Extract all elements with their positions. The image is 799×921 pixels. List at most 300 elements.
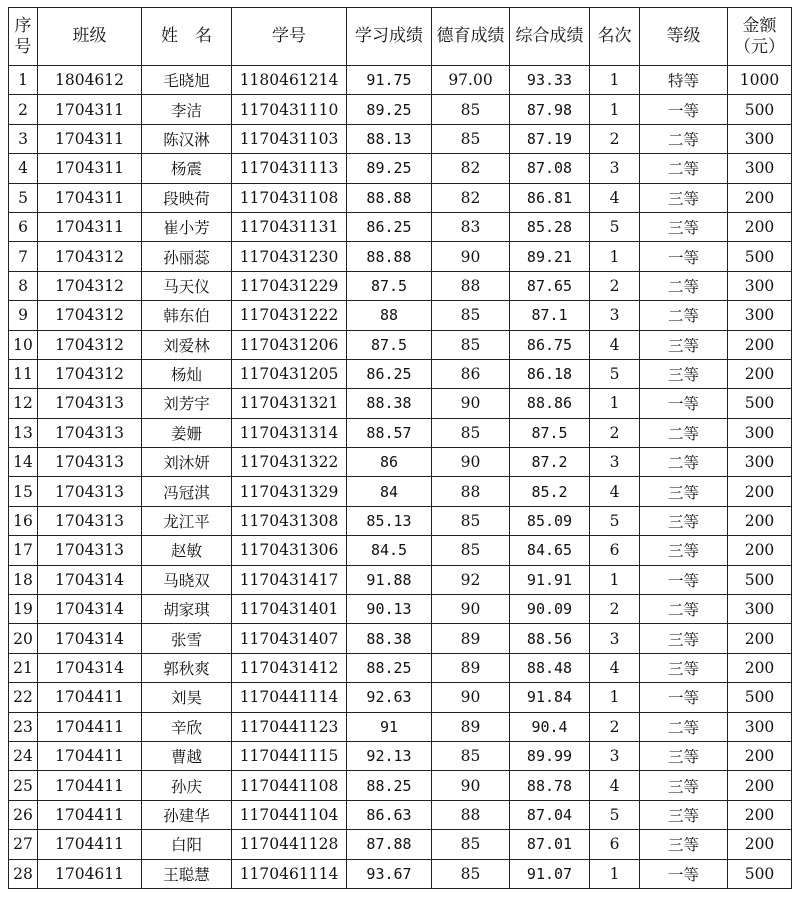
- cell-rank: 2: [590, 595, 640, 624]
- cell-grade: 一等: [640, 683, 728, 712]
- cell-class: 1704311: [38, 183, 142, 212]
- cell-grade: 二等: [640, 448, 728, 477]
- cell-overall-score: 86.81: [510, 183, 590, 212]
- cell-amount: 300: [728, 271, 792, 300]
- cell-overall-score: 87.1: [510, 301, 590, 330]
- cell-student-id: 1170431103: [232, 124, 347, 153]
- cell-moral-score: 90: [432, 448, 510, 477]
- cell-rank: 1: [590, 859, 640, 888]
- cell-moral-score: 85: [432, 536, 510, 565]
- cell-overall-score: 87.08: [510, 154, 590, 183]
- cell-student-id: 1170431308: [232, 506, 347, 535]
- cell-student-id: 1170431206: [232, 330, 347, 359]
- cell-amount: 200: [728, 653, 792, 682]
- cell-student-id: 1170441123: [232, 712, 347, 741]
- cell-rank: 3: [590, 154, 640, 183]
- cell-academic-score: 84.5: [347, 536, 432, 565]
- cell-academic-score: 85.13: [347, 506, 432, 535]
- scholarship-table-sheet: [8, 7, 791, 912]
- cell-grade: 二等: [640, 712, 728, 741]
- cell-overall-score: 86.18: [510, 359, 590, 388]
- header-grade: 等级: [640, 8, 728, 66]
- cell-student-id: 1170431401: [232, 595, 347, 624]
- cell-name: 张雪: [142, 624, 232, 653]
- cell-overall-score: 86.75: [510, 330, 590, 359]
- cell-name: 孙丽蕊: [142, 242, 232, 271]
- cell-class: 1704411: [38, 712, 142, 741]
- cell-grade: 二等: [640, 154, 728, 183]
- table-row: [9, 183, 792, 212]
- table-row: [9, 271, 792, 300]
- cell-moral-score: 90: [432, 683, 510, 712]
- table-row: [9, 124, 792, 153]
- cell-moral-score: 90: [432, 389, 510, 418]
- cell-name: 马天仪: [142, 271, 232, 300]
- cell-amount: 200: [728, 741, 792, 770]
- cell-rank: 5: [590, 212, 640, 241]
- cell-moral-score: 85: [432, 301, 510, 330]
- cell-class: 1704411: [38, 771, 142, 800]
- cell-amount: 200: [728, 212, 792, 241]
- table-row: [9, 477, 792, 506]
- cell-class: 1704313: [38, 477, 142, 506]
- cell-amount: 200: [728, 830, 792, 859]
- table-row: [9, 624, 792, 653]
- cell-overall-score: 89.99: [510, 741, 590, 770]
- cell-moral-score: 90: [432, 242, 510, 271]
- cell-seq: 27: [9, 830, 38, 859]
- table-row: [9, 95, 792, 124]
- cell-rank: 2: [590, 124, 640, 153]
- table-body: [9, 66, 792, 889]
- cell-overall-score: 88.78: [510, 771, 590, 800]
- cell-academic-score: 92.63: [347, 683, 432, 712]
- table-row: [9, 859, 792, 888]
- cell-overall-score: 84.65: [510, 536, 590, 565]
- cell-class: 1704314: [38, 653, 142, 682]
- cell-overall-score: 87.5: [510, 418, 590, 447]
- cell-student-id: 1170431113: [232, 154, 347, 183]
- cell-name: 刘爱林: [142, 330, 232, 359]
- table-row: [9, 359, 792, 388]
- cell-rank: 1: [590, 389, 640, 418]
- cell-academic-score: 88.88: [347, 183, 432, 212]
- cell-academic-score: 86.63: [347, 800, 432, 829]
- cell-name: 崔小芳: [142, 212, 232, 241]
- cell-student-id: 1170431222: [232, 301, 347, 330]
- cell-moral-score: 82: [432, 183, 510, 212]
- cell-grade: 二等: [640, 595, 728, 624]
- cell-name: 李洁: [142, 95, 232, 124]
- cell-academic-score: 88.88: [347, 242, 432, 271]
- cell-amount: 500: [728, 389, 792, 418]
- cell-amount: 200: [728, 800, 792, 829]
- cell-seq: 4: [9, 154, 38, 183]
- cell-overall-score: 87.01: [510, 830, 590, 859]
- cell-seq: 5: [9, 183, 38, 212]
- table-row: [9, 595, 792, 624]
- cell-class: 1704313: [38, 536, 142, 565]
- cell-seq: 7: [9, 242, 38, 271]
- cell-grade: 三等: [640, 477, 728, 506]
- cell-amount: 200: [728, 506, 792, 535]
- cell-academic-score: 93.67: [347, 859, 432, 888]
- cell-name: 胡家琪: [142, 595, 232, 624]
- scholarship-table: [8, 7, 792, 889]
- cell-academic-score: 84: [347, 477, 432, 506]
- cell-academic-score: 86.25: [347, 212, 432, 241]
- cell-grade: 三等: [640, 741, 728, 770]
- cell-name: 马晓双: [142, 565, 232, 594]
- cell-class: 1704312: [38, 301, 142, 330]
- cell-overall-score: 90.4: [510, 712, 590, 741]
- cell-seq: 11: [9, 359, 38, 388]
- cell-class: 1704312: [38, 359, 142, 388]
- cell-rank: 6: [590, 536, 640, 565]
- cell-academic-score: 88.25: [347, 653, 432, 682]
- header-moral-score: 德育成绩: [432, 8, 510, 66]
- cell-student-id: 1170431108: [232, 183, 347, 212]
- cell-moral-score: 85: [432, 95, 510, 124]
- table-row: [9, 154, 792, 183]
- cell-seq: 9: [9, 301, 38, 330]
- cell-name: 孙建华: [142, 800, 232, 829]
- cell-seq: 1: [9, 66, 38, 95]
- cell-class: 1704313: [38, 418, 142, 447]
- cell-seq: 20: [9, 624, 38, 653]
- cell-overall-score: 87.65: [510, 271, 590, 300]
- cell-amount: 200: [728, 359, 792, 388]
- cell-student-id: 1170441115: [232, 741, 347, 770]
- cell-grade: 一等: [640, 389, 728, 418]
- cell-rank: 2: [590, 712, 640, 741]
- cell-name: 刘芳宇: [142, 389, 232, 418]
- cell-name: 刘昊: [142, 683, 232, 712]
- cell-academic-score: 89.25: [347, 95, 432, 124]
- table-row: [9, 242, 792, 271]
- cell-seq: 8: [9, 271, 38, 300]
- cell-grade: 一等: [640, 95, 728, 124]
- cell-academic-score: 86.25: [347, 359, 432, 388]
- cell-moral-score: 82: [432, 154, 510, 183]
- cell-class: 1704313: [38, 506, 142, 535]
- cell-amount: 500: [728, 242, 792, 271]
- cell-moral-score: 88: [432, 477, 510, 506]
- cell-academic-score: 87.5: [347, 330, 432, 359]
- table-row: [9, 771, 792, 800]
- cell-grade: 特等: [640, 66, 728, 95]
- cell-class: 1704311: [38, 154, 142, 183]
- cell-amount: 300: [728, 301, 792, 330]
- cell-academic-score: 91.88: [347, 565, 432, 594]
- cell-student-id: 1170441108: [232, 771, 347, 800]
- table-row: [9, 683, 792, 712]
- cell-rank: 4: [590, 477, 640, 506]
- cell-rank: 1: [590, 66, 640, 95]
- cell-overall-score: 85.28: [510, 212, 590, 241]
- cell-moral-score: 85: [432, 859, 510, 888]
- cell-class: 1704311: [38, 95, 142, 124]
- cell-class: 1704411: [38, 683, 142, 712]
- cell-amount: 200: [728, 183, 792, 212]
- cell-grade: 三等: [640, 653, 728, 682]
- cell-seq: 24: [9, 741, 38, 770]
- cell-name: 杨灿: [142, 359, 232, 388]
- cell-amount: 300: [728, 448, 792, 477]
- cell-moral-score: 90: [432, 595, 510, 624]
- cell-grade: 三等: [640, 771, 728, 800]
- cell-amount: 500: [728, 683, 792, 712]
- cell-seq: 10: [9, 330, 38, 359]
- cell-name: 毛晓旭: [142, 66, 232, 95]
- header-student-id: 学号: [232, 8, 347, 66]
- cell-rank: 1: [590, 683, 640, 712]
- cell-moral-score: 83: [432, 212, 510, 241]
- cell-grade: 三等: [640, 800, 728, 829]
- cell-class: 1704611: [38, 859, 142, 888]
- cell-name: 曹越: [142, 741, 232, 770]
- cell-student-id: 1170431412: [232, 653, 347, 682]
- cell-seq: 21: [9, 653, 38, 682]
- header-name: 姓 名: [142, 8, 232, 66]
- cell-student-id: 1170431229: [232, 271, 347, 300]
- cell-academic-score: 88.38: [347, 389, 432, 418]
- cell-academic-score: 92.13: [347, 741, 432, 770]
- cell-amount: 300: [728, 712, 792, 741]
- cell-class: 1704314: [38, 595, 142, 624]
- cell-grade: 三等: [640, 830, 728, 859]
- cell-student-id: 1170431314: [232, 418, 347, 447]
- cell-student-id: 1170431329: [232, 477, 347, 506]
- cell-moral-score: 89: [432, 712, 510, 741]
- cell-moral-score: 85: [432, 124, 510, 153]
- cell-class: 1704311: [38, 124, 142, 153]
- table-row: [9, 418, 792, 447]
- cell-rank: 4: [590, 771, 640, 800]
- cell-academic-score: 88: [347, 301, 432, 330]
- cell-overall-score: 91.91: [510, 565, 590, 594]
- cell-seq: 12: [9, 389, 38, 418]
- cell-student-id: 1170431321: [232, 389, 347, 418]
- cell-student-id: 1170441128: [232, 830, 347, 859]
- cell-moral-score: 85: [432, 506, 510, 535]
- header-overall-score: 综合成绩: [510, 8, 590, 66]
- cell-seq: 13: [9, 418, 38, 447]
- cell-class: 1704311: [38, 212, 142, 241]
- cell-name: 杨震: [142, 154, 232, 183]
- cell-academic-score: 87.88: [347, 830, 432, 859]
- cell-class: 1704312: [38, 271, 142, 300]
- cell-academic-score: 88.38: [347, 624, 432, 653]
- table-header: [9, 8, 792, 66]
- cell-amount: 200: [728, 330, 792, 359]
- cell-overall-score: 87.98: [510, 95, 590, 124]
- cell-moral-score: 85: [432, 830, 510, 859]
- cell-seq: 28: [9, 859, 38, 888]
- table-row: [9, 66, 792, 95]
- cell-overall-score: 88.56: [510, 624, 590, 653]
- header-amount: 金额（元）: [728, 8, 792, 66]
- table-row: [9, 800, 792, 829]
- cell-amount: 300: [728, 154, 792, 183]
- cell-grade: 一等: [640, 565, 728, 594]
- cell-student-id: 1170431230: [232, 242, 347, 271]
- cell-name: 冯冠淇: [142, 477, 232, 506]
- cell-class: 1704411: [38, 830, 142, 859]
- cell-grade: 三等: [640, 359, 728, 388]
- cell-rank: 4: [590, 330, 640, 359]
- cell-moral-score: 89: [432, 624, 510, 653]
- cell-class: 1704314: [38, 624, 142, 653]
- cell-academic-score: 89.25: [347, 154, 432, 183]
- cell-grade: 三等: [640, 183, 728, 212]
- cell-grade: 一等: [640, 242, 728, 271]
- cell-amount: 200: [728, 771, 792, 800]
- cell-rank: 5: [590, 506, 640, 535]
- cell-class: 1704313: [38, 389, 142, 418]
- table-row: [9, 448, 792, 477]
- cell-grade: 二等: [640, 301, 728, 330]
- cell-rank: 3: [590, 301, 640, 330]
- cell-rank: 1: [590, 95, 640, 124]
- cell-overall-score: 89.21: [510, 242, 590, 271]
- cell-overall-score: 87.2: [510, 448, 590, 477]
- cell-moral-score: 86: [432, 359, 510, 388]
- cell-student-id: 1170431306: [232, 536, 347, 565]
- cell-student-id: 1170441114: [232, 683, 347, 712]
- cell-seq: 25: [9, 771, 38, 800]
- cell-moral-score: 85: [432, 418, 510, 447]
- cell-class: 1704411: [38, 741, 142, 770]
- cell-moral-score: 90: [432, 771, 510, 800]
- cell-grade: 二等: [640, 124, 728, 153]
- cell-rank: 5: [590, 359, 640, 388]
- cell-overall-score: 85.09: [510, 506, 590, 535]
- cell-amount: 300: [728, 595, 792, 624]
- cell-academic-score: 86: [347, 448, 432, 477]
- cell-name: 段映荷: [142, 183, 232, 212]
- cell-class: 1704314: [38, 565, 142, 594]
- cell-rank: 4: [590, 653, 640, 682]
- header-rank: 名次: [590, 8, 640, 66]
- cell-seq: 26: [9, 800, 38, 829]
- cell-class: 1704312: [38, 330, 142, 359]
- cell-seq: 3: [9, 124, 38, 153]
- table-row: [9, 653, 792, 682]
- cell-amount: 200: [728, 624, 792, 653]
- cell-overall-score: 93.33: [510, 66, 590, 95]
- cell-student-id: 1170431322: [232, 448, 347, 477]
- cell-student-id: 1170431205: [232, 359, 347, 388]
- cell-rank: 6: [590, 830, 640, 859]
- cell-seq: 17: [9, 536, 38, 565]
- cell-moral-score: 97.00: [432, 66, 510, 95]
- cell-overall-score: 85.2: [510, 477, 590, 506]
- table-row: [9, 536, 792, 565]
- header-class: 班级: [38, 8, 142, 66]
- table-row: [9, 389, 792, 418]
- header-row: [9, 8, 792, 66]
- cell-seq: 6: [9, 212, 38, 241]
- cell-moral-score: 88: [432, 800, 510, 829]
- table-row: [9, 741, 792, 770]
- cell-rank: 3: [590, 624, 640, 653]
- table-row: [9, 506, 792, 535]
- cell-academic-score: 90.13: [347, 595, 432, 624]
- cell-moral-score: 88: [432, 271, 510, 300]
- cell-grade: 三等: [640, 624, 728, 653]
- cell-name: 辛欣: [142, 712, 232, 741]
- cell-student-id: 1170431110: [232, 95, 347, 124]
- cell-academic-score: 88.57: [347, 418, 432, 447]
- cell-name: 郭秋爽: [142, 653, 232, 682]
- cell-name: 孙庆: [142, 771, 232, 800]
- cell-overall-score: 91.84: [510, 683, 590, 712]
- cell-rank: 3: [590, 448, 640, 477]
- cell-student-id: 1170431131: [232, 212, 347, 241]
- table-row: [9, 330, 792, 359]
- cell-academic-score: 88.25: [347, 771, 432, 800]
- cell-class: 1804612: [38, 66, 142, 95]
- cell-student-id: 1170441104: [232, 800, 347, 829]
- cell-academic-score: 91.75: [347, 66, 432, 95]
- cell-grade: 三等: [640, 212, 728, 241]
- cell-overall-score: 87.04: [510, 800, 590, 829]
- cell-student-id: 1170431407: [232, 624, 347, 653]
- cell-grade: 二等: [640, 418, 728, 447]
- cell-student-id: 1170431417: [232, 565, 347, 594]
- cell-academic-score: 87.5: [347, 271, 432, 300]
- cell-name: 刘沐妍: [142, 448, 232, 477]
- cell-amount: 500: [728, 565, 792, 594]
- cell-seq: 2: [9, 95, 38, 124]
- cell-seq: 14: [9, 448, 38, 477]
- cell-overall-score: 91.07: [510, 859, 590, 888]
- table-row: [9, 301, 792, 330]
- cell-overall-score: 88.48: [510, 653, 590, 682]
- cell-seq: 19: [9, 595, 38, 624]
- cell-grade: 三等: [640, 506, 728, 535]
- header-seq: 序号: [9, 8, 38, 66]
- cell-moral-score: 85: [432, 741, 510, 770]
- cell-rank: 4: [590, 183, 640, 212]
- cell-academic-score: 88.13: [347, 124, 432, 153]
- cell-overall-score: 87.19: [510, 124, 590, 153]
- cell-name: 王聪慧: [142, 859, 232, 888]
- cell-moral-score: 92: [432, 565, 510, 594]
- cell-class: 1704312: [38, 242, 142, 271]
- table-row: [9, 830, 792, 859]
- cell-name: 龙江平: [142, 506, 232, 535]
- cell-moral-score: 89: [432, 653, 510, 682]
- cell-rank: 3: [590, 741, 640, 770]
- cell-rank: 2: [590, 418, 640, 447]
- cell-student-id: 1180461214: [232, 66, 347, 95]
- cell-amount: 1000: [728, 66, 792, 95]
- cell-class: 1704313: [38, 448, 142, 477]
- cell-seq: 18: [9, 565, 38, 594]
- cell-overall-score: 88.86: [510, 389, 590, 418]
- cell-seq: 22: [9, 683, 38, 712]
- cell-grade: 二等: [640, 271, 728, 300]
- cell-amount: 500: [728, 95, 792, 124]
- cell-amount: 300: [728, 418, 792, 447]
- cell-grade: 一等: [640, 859, 728, 888]
- cell-amount: 200: [728, 536, 792, 565]
- cell-seq: 23: [9, 712, 38, 741]
- cell-name: 姜姗: [142, 418, 232, 447]
- cell-moral-score: 85: [432, 330, 510, 359]
